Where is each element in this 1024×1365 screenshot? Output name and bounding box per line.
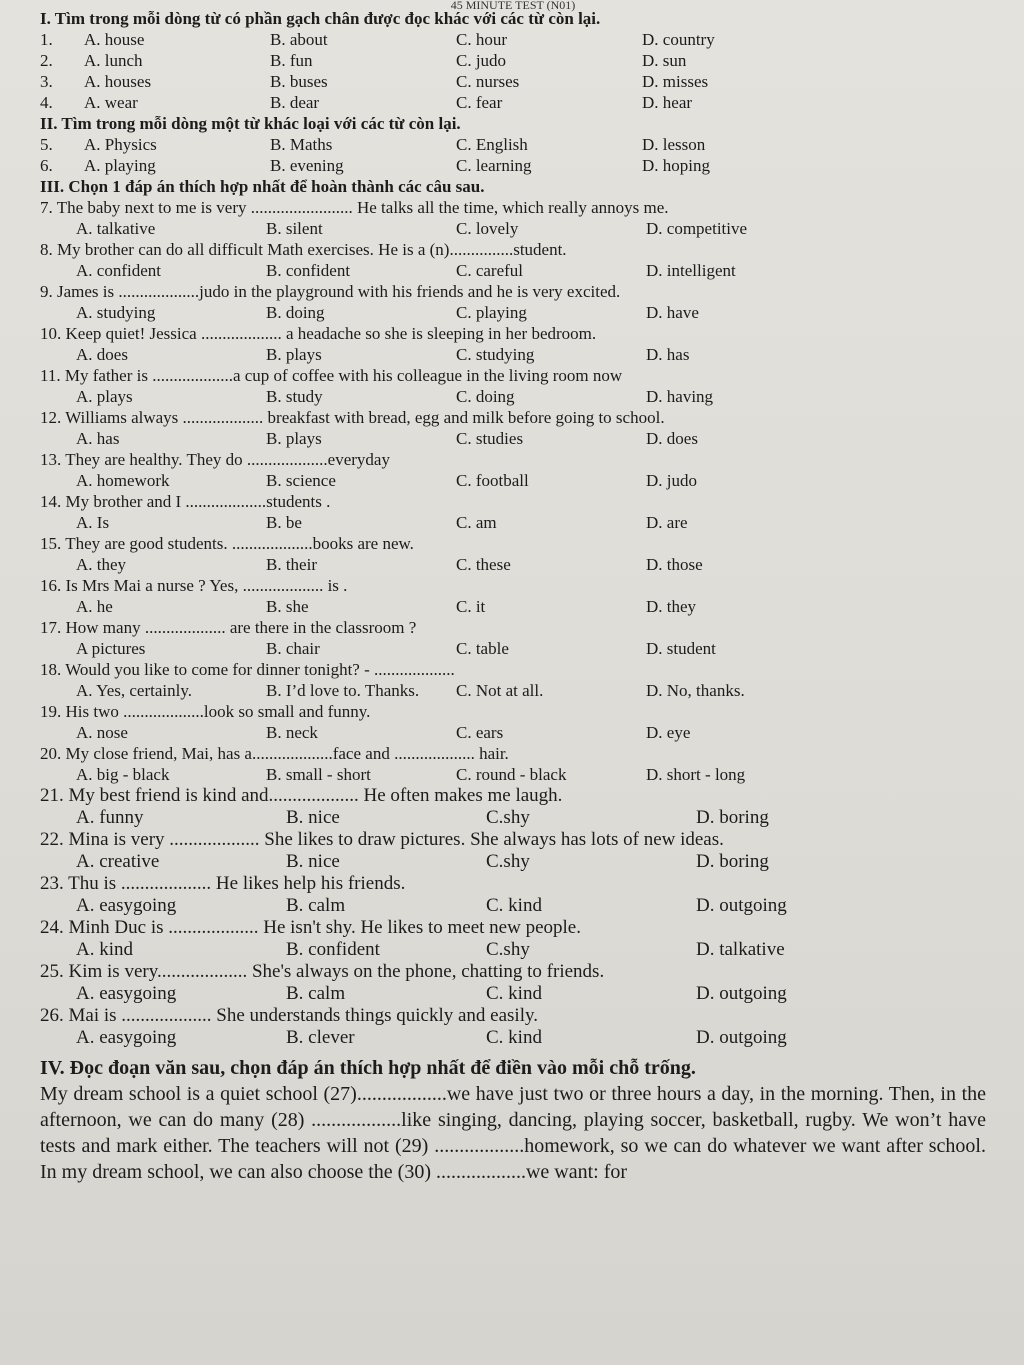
question-text: 12. Williams always ................... breakfast with bread, egg and milk before going to school.	[40, 408, 665, 427]
question-text: 26. Mai is ................... She understands things quickly and easily.	[40, 1005, 538, 1026]
option-b[interactable]: B. buses	[270, 72, 328, 91]
question-text: 20. My close friend, Mai, has a...................face and ................... hair.	[40, 744, 509, 763]
item-row	[40, 134, 986, 155]
option-d[interactable]: D. boring	[696, 807, 769, 828]
option-c[interactable]: C. doing	[456, 387, 515, 406]
item-number: 2.	[40, 51, 53, 70]
option-a[interactable]: A. plays	[76, 387, 133, 406]
option-d[interactable]: D. having	[646, 387, 714, 406]
option-b[interactable]: B. plays	[266, 345, 322, 364]
question-text: 7. The baby next to me is very ........................ He talks all the time, which really annoys me.	[40, 198, 669, 217]
question-text: 10. Keep quiet! Jessica ................... a headache so she is sleeping in her bedroom.	[40, 324, 597, 343]
question-text: 14. My brother and I ...................students .	[40, 492, 331, 511]
section-1-items	[40, 29, 986, 113]
option-d[interactable]: D. outgoing	[696, 983, 787, 1004]
option-b[interactable]: B. evening	[270, 156, 344, 175]
option-d[interactable]: D. country	[642, 30, 715, 49]
section-1-title: I. Tìm trong mỗi dòng từ có phần gạch chân được đọc khác với các từ còn lại.	[40, 9, 601, 28]
option-a[interactable]: A. house	[84, 30, 145, 49]
option-c[interactable]: C.shy	[486, 939, 530, 960]
option-c[interactable]: C. football	[456, 471, 529, 490]
option-b[interactable]: B. about	[270, 30, 328, 49]
option-a[interactable]: A. confident	[76, 261, 161, 280]
item-row	[40, 29, 986, 50]
option-a[interactable]: A. lunch	[84, 51, 143, 70]
option-d[interactable]: D. they	[646, 597, 697, 616]
option-c[interactable]: C. Not at all.	[456, 681, 544, 700]
option-row	[40, 386, 986, 407]
option-a[interactable]: A. big - black	[76, 765, 170, 784]
question-text: 9. James is ...................judo in the playground with his friends and he is very excited.	[40, 282, 621, 301]
option-a[interactable]: A. talkative	[76, 219, 156, 238]
option-d[interactable]: D. outgoing	[696, 895, 787, 916]
option-c[interactable]: C. English	[456, 135, 528, 154]
item-row	[40, 50, 986, 71]
option-d[interactable]: D. talkative	[696, 939, 785, 960]
option-row	[40, 344, 986, 365]
option-d[interactable]: D. those	[646, 555, 703, 574]
option-a[interactable]: A. studying	[76, 303, 156, 322]
option-c[interactable]: C. careful	[456, 261, 524, 280]
option-row	[40, 680, 986, 701]
option-a[interactable]: A. wear	[84, 93, 138, 112]
option-d[interactable]: D. boring	[696, 851, 769, 872]
option-d[interactable]: D. sun	[642, 51, 687, 70]
option-d[interactable]: D. competitive	[646, 219, 748, 238]
option-a[interactable]: A. funny	[76, 807, 144, 828]
item-row	[40, 92, 986, 113]
option-b[interactable]: B. neck	[266, 723, 318, 742]
option-b[interactable]: B. fun	[270, 51, 313, 70]
item-number: 3.	[40, 72, 53, 91]
option-a[interactable]: A. playing	[84, 156, 156, 175]
option-d[interactable]: D. hear	[642, 93, 693, 112]
option-row	[40, 983, 986, 1005]
option-row	[40, 895, 986, 917]
question-text: 8. My brother can do all difficult Math exercises. He is a (n)...............student.	[40, 240, 567, 259]
option-c[interactable]: C. playing	[456, 303, 527, 322]
option-b[interactable]: B. nice	[286, 851, 340, 872]
option-c[interactable]: C. nurses	[456, 72, 520, 91]
option-row	[40, 638, 986, 659]
section-3-questions-large	[40, 785, 986, 1049]
option-d[interactable]: D. judo	[646, 471, 697, 490]
option-b[interactable]: B. science	[266, 471, 336, 490]
option-b[interactable]: B. silent	[266, 219, 323, 238]
option-d[interactable]: D. are	[646, 513, 688, 532]
question-text: 24. Minh Duc is ................... He isn't shy. He likes to meet new people.	[40, 917, 581, 938]
section-3-questions	[40, 197, 986, 785]
option-b[interactable]: B. small - short	[266, 765, 371, 784]
question-text: 19. His two ...................look so small and funny.	[40, 702, 371, 721]
option-a[interactable]: A. they	[76, 555, 127, 574]
option-b[interactable]: B. calm	[286, 983, 346, 1004]
item-number: 1.	[40, 30, 53, 49]
section-3-title: III. Chọn 1 đáp án thích hợp nhất để hoàn thành các câu sau.	[40, 177, 485, 196]
option-row	[40, 722, 986, 743]
item-number: 5.	[40, 135, 53, 154]
option-c[interactable]: C. hour	[456, 30, 507, 49]
option-b[interactable]: B. she	[266, 597, 309, 616]
option-d[interactable]: D. student	[646, 639, 716, 658]
question-text: 17. How many ................... are there in the classroom ?	[40, 618, 417, 637]
option-c[interactable]: C. studies	[456, 429, 524, 448]
option-c[interactable]: C. fear	[456, 93, 503, 112]
option-d[interactable]: D. does	[646, 429, 698, 448]
item-row	[40, 71, 986, 92]
option-c[interactable]: C. judo	[456, 51, 507, 70]
test-header: 45 MINUTE TEST (N01)	[450, 0, 576, 12]
option-row	[40, 512, 986, 533]
question-text: 16. Is Mrs Mai a nurse ? Yes, ................... is .	[40, 576, 348, 595]
item-number: 6.	[40, 156, 53, 175]
option-b[interactable]: B. clever	[286, 1027, 355, 1048]
option-d[interactable]: D. intelligent	[646, 261, 736, 280]
option-a[interactable]: A. easygoing	[76, 895, 177, 916]
option-c[interactable]: C. lovely	[456, 219, 519, 238]
section-4-paragraph: My dream school is a quiet school (27)..................we have just two or three hours a day, in the morning. Then, in the afternoon, we can do many (28) ..................like singing, dancing, playing soccer, basketball, rugby. We won’t have tests and mark either. The teachers will not (29) ..................homework, so we can do whatever we want after school. In my dream school, we can also choose the (30) ..................we want: for	[40, 1083, 986, 1183]
option-b[interactable]: B. doing	[266, 303, 325, 322]
question-text: 15. They are good students. ...................books are new.	[40, 534, 414, 553]
option-b[interactable]: B. chair	[266, 639, 320, 658]
option-b[interactable]: B. plays	[266, 429, 322, 448]
option-d[interactable]: D. No, thanks.	[646, 681, 745, 700]
option-a[interactable]: A pictures	[76, 639, 146, 658]
question-text: 25. Kim is very................... She's always on the phone, chatting to friends.	[40, 961, 605, 982]
item-number: 4.	[40, 93, 53, 112]
item-row	[40, 155, 986, 176]
option-b[interactable]: B. confident	[266, 261, 351, 280]
section-2-title: II. Tìm trong mỗi dòng một từ khác loại với các từ còn lại.	[40, 114, 461, 133]
option-d[interactable]: D. has	[646, 345, 690, 364]
question-text: 11. My father is ...................a cup of coffee with his colleague in the living room now	[40, 366, 623, 385]
option-a[interactable]: A. creative	[76, 851, 160, 872]
option-a[interactable]: A. houses	[84, 72, 152, 91]
option-a[interactable]: A. Is	[76, 513, 110, 532]
question-text: 18. Would you like to come for dinner tonight? - ...................	[40, 660, 455, 679]
option-b[interactable]: B. study	[266, 387, 323, 406]
section-2-items	[40, 134, 986, 176]
option-b[interactable]: B. Maths	[270, 135, 333, 154]
option-a[interactable]: A. kind	[76, 939, 133, 960]
option-a[interactable]: A. has	[76, 429, 120, 448]
option-b[interactable]: B. calm	[286, 895, 346, 916]
option-c[interactable]: C.shy	[486, 851, 530, 872]
option-c[interactable]: C. kind	[486, 895, 542, 916]
option-d[interactable]: D. eye	[646, 723, 691, 742]
option-row	[40, 596, 986, 617]
option-b[interactable]: B. confident	[286, 939, 380, 960]
option-d[interactable]: D. lesson	[642, 135, 706, 154]
question-text: 13. They are healthy. They do ...................everyday	[40, 450, 390, 469]
option-c[interactable]: C. it	[456, 597, 486, 616]
option-d[interactable]: D. have	[646, 303, 699, 322]
option-a[interactable]: A. nose	[76, 723, 128, 742]
option-d[interactable]: D. misses	[642, 72, 709, 91]
option-b[interactable]: B. be	[266, 513, 302, 532]
option-c[interactable]: C. these	[456, 555, 511, 574]
question-text: 23. Thu is ................... He likes help his friends.	[40, 873, 406, 894]
option-b[interactable]: B. their	[266, 555, 317, 574]
section-4-title: IV. Đọc đoạn văn sau, chọn đáp án thích hợp nhất để điền vào mỗi chỗ trống.	[40, 1057, 696, 1079]
option-a[interactable]: A. he	[76, 597, 113, 616]
question-text: 22. Mina is very ................... She likes to draw pictures. She always has lots of new ideas.	[40, 829, 724, 850]
option-c[interactable]: C. learning	[456, 156, 532, 175]
option-c[interactable]: C. table	[456, 639, 509, 658]
option-row	[40, 554, 986, 575]
option-row	[40, 764, 986, 785]
option-c[interactable]: C. am	[456, 513, 497, 532]
question-text: 21. My best friend is kind and................... He often makes me laugh.	[40, 785, 563, 806]
option-d[interactable]: D. short - long	[646, 765, 746, 784]
option-a[interactable]: A. Yes, certainly.	[76, 681, 192, 700]
option-c[interactable]: C. ears	[456, 723, 504, 742]
option-row	[40, 851, 986, 873]
option-c[interactable]: C. round - black	[456, 765, 567, 784]
option-row	[40, 1027, 986, 1049]
option-a[interactable]: A. easygoing	[76, 983, 177, 1004]
option-c[interactable]: C. kind	[486, 983, 542, 1004]
option-a[interactable]: A. does	[76, 345, 128, 364]
option-a[interactable]: A. homework	[76, 471, 170, 490]
option-row	[40, 807, 986, 829]
option-row	[40, 302, 986, 323]
option-c[interactable]: C. kind	[486, 1027, 542, 1048]
option-c[interactable]: C.shy	[486, 807, 530, 828]
option-row	[40, 218, 986, 239]
option-b[interactable]: B. I’d love to. Thanks.	[266, 681, 420, 700]
option-row	[40, 428, 986, 449]
option-a[interactable]: A. easygoing	[76, 1027, 177, 1048]
option-row	[40, 260, 986, 281]
option-c[interactable]: C. studying	[456, 345, 535, 364]
option-d[interactable]: D. outgoing	[696, 1027, 787, 1048]
option-b[interactable]: B. nice	[286, 807, 340, 828]
option-b[interactable]: B. dear	[270, 93, 320, 112]
option-d[interactable]: D. hoping	[642, 156, 710, 175]
option-a[interactable]: A. Physics	[84, 135, 157, 154]
option-row	[40, 470, 986, 491]
option-row	[40, 939, 986, 961]
